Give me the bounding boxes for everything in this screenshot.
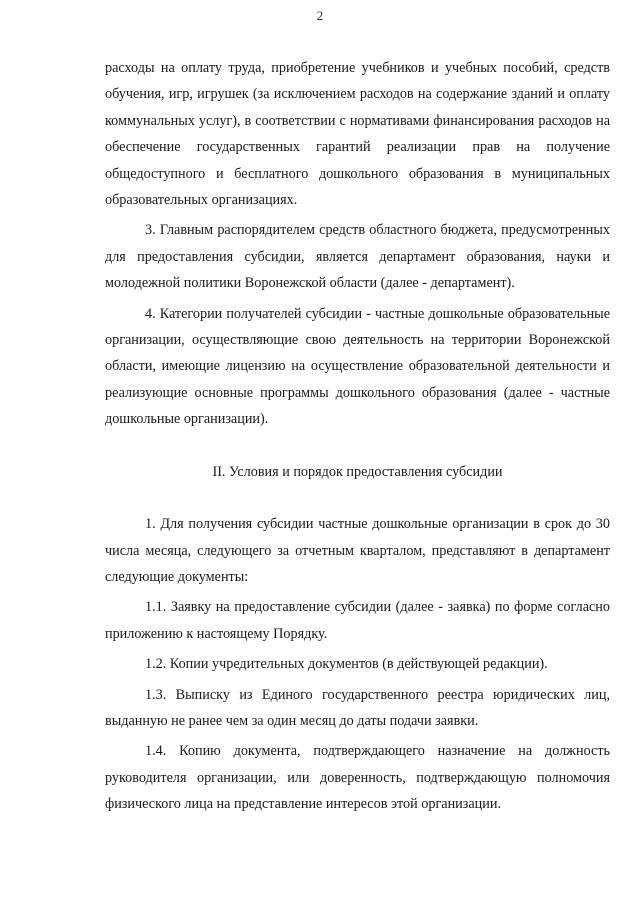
page-number: 2 [316,8,324,23]
paragraph-item-1-1: 1.1. Заявку на предоставление субсидии (далее - заявка) по форме согласно приложению к настоящему Порядку. [105,599,610,642]
paragraph-item-3: 3. Главным распорядителем средств областного бюджета, предусмотренных для предоставления субсидии, является департамент образования, науки и молодежной политики Воронежской области (далее - департамент). [105,222,610,292]
paragraph-item-1: 1. Для получения субсидии частные дошкольные организации в срок до 30 числа месяца, следующего за отчетным кварталом, представляют в департамент следующие документы: [105,516,610,585]
paragraph-item-1-4: 1.4. Копию документа, подтверждающего назначение на должность руководителя организации, или доверенность, подтверждающую полномочия физического лица на представление интересов этой организации. [105,743,610,813]
paragraph-item-1-3: 1.3. Выписку из Единого государственного реестра юридических лиц, выданную не ранее чем за один месяц до даты подачи заявки. [105,686,610,729]
paragraph-item-1-2: 1.2. Копии учредительных документов (в действующей редакции). [145,656,548,673]
paragraph-item-4: 4. Категории получателей субсидии - частные дошкольные образовательные организации, осуществляющие свою деятельность на территории Воронежской области, имеющие лицензию на осуществление образовательной деятельности и реализующие основные программы дошкольного образования (далее - частные дошкольные организации). [105,305,610,428]
paragraph-continuation: расходы на оплату труда, приобретение учебников и учебных пособий, средств обучения, игр, игрушек (за исключением расходов на содержание зданий и оплату коммунальных услуг), в соответствии с нормативами финансирования расходов на обеспечение государственных гарантий реализации прав на получение общедоступного и бесплатного дошкольного образования в муниципальных образовательных организациях. [105,60,610,209]
section-heading: II. Условия и порядок предоставления субсидии [212,463,503,480]
document-body [105,55,610,822]
